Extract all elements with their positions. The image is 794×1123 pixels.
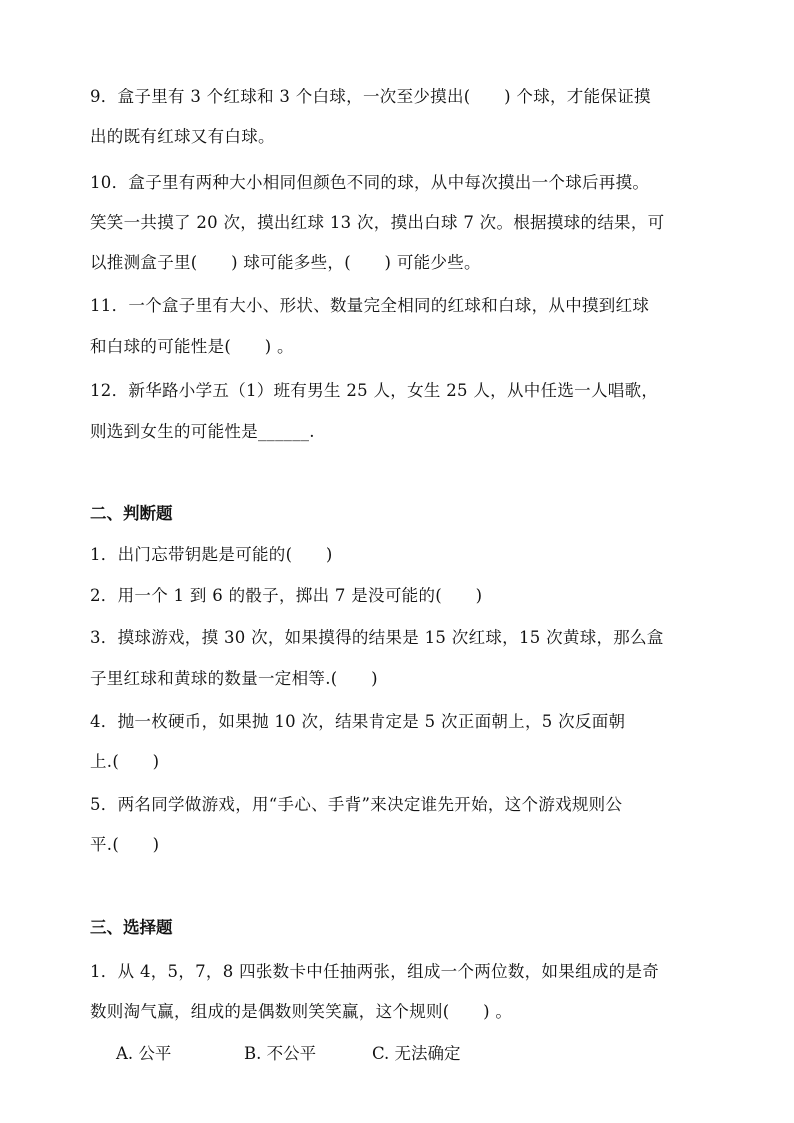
judgment-3-line-1: 3．摸球游戏，摸 30 次，如果摸得的结果是 15 次红球，15 次黄球，那么盒 [90,628,664,647]
question-11-line-2: 和白球的可能性是( ) 。 [90,337,294,356]
choice-1-option-c: C. 无法确定 [372,1044,461,1063]
choice-1-line-1: 1．从 4，5，7，8 四张数卡中任抽两张，组成一个两位数，如果组成的是奇 [90,962,660,981]
question-11-line-1: 11．一个盒子里有大小、形状、数量完全相同的红球和白球，从中摸到红球 [90,296,650,315]
question-10-line-2: 笑笑一共摸了 20 次，摸出红球 13 次，摸出白球 7 次。根据摸球的结果，可 [90,213,665,232]
judgment-1: 1．出门忘带钥匙是可能的( ) [90,545,333,564]
judgment-4-line-1: 4．抛一枚硬币，如果抛 10 次，结果肯定是 5 次正面朝上，5 次反面朝 [90,712,626,731]
choice-1-option-a: A. 公平 [116,1044,172,1063]
judgment-5-line-2: 平.( ) [90,835,160,854]
judgment-4-line-2: 上.( ) [90,752,160,771]
question-9-line-1: 9．盒子里有 3 个红球和 3 个白球，一次至少摸出( ) 个球，才能保证摸 [90,87,651,106]
judgment-2: 2．用一个 1 到 6 的骰子，掷出 7 是没可能的( ) [90,586,483,605]
choice-1-option-b: B. 不公平 [244,1044,317,1063]
question-9-line-2: 出的既有红球又有白球。 [90,127,275,146]
judgment-5-line-1: 5．两名同学做游戏，用“手心、手背”来决定谁先开始，这个游戏规则公 [90,795,623,814]
question-12-line-2: 则选到女生的可能性是______. [90,422,315,441]
choice-1-line-2: 数则淘气赢，组成的是偶数则笑笑赢，这个规则( ) 。 [90,1002,513,1021]
question-10-line-1: 10．盒子里有两种大小相同但颜色不同的球，从中每次摸出一个球后再摸。 [90,173,650,192]
question-10-line-3: 以推测盒子里( ) 球可能多些，( ) 可能少些。 [90,253,481,272]
judgment-3-line-2: 子里红球和黄球的数量一定相等.( ) [90,669,378,688]
section-heading-judgment: 二、判断题 [90,504,173,523]
section-heading-choice: 三、选择题 [90,918,173,937]
question-12-line-1: 12．新华路小学五（1）班有男生 25 人，女生 25 人，从中任选一人唱歌， [90,381,659,400]
